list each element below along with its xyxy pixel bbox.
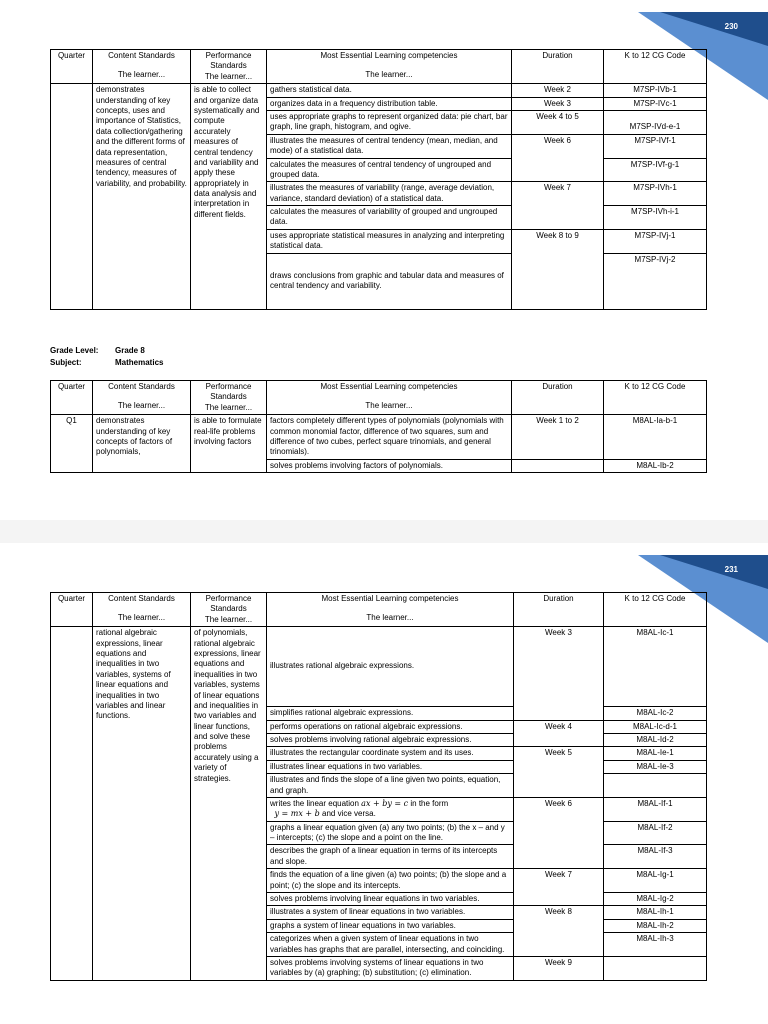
- competency-cell: illustrates rational algebraic expressions.: [267, 627, 514, 707]
- competency-cell: performs operations on rational algebraic expressions.: [267, 720, 514, 733]
- quarter-cell: [51, 84, 93, 309]
- page-gap: [0, 520, 768, 543]
- header-duration: Duration: [512, 381, 604, 415]
- competency-cell: calculates the measures of central tendency of ungrouped and grouped data.: [267, 158, 512, 182]
- code-cell: M7SP-IVh-i-1: [604, 206, 707, 230]
- performance-standard-cell: is able to collect and organize data systematically and compute accurately measures of central tendency and variability and apply these appropriately in data analysis and interpretation in different fields.: [191, 84, 267, 309]
- code-cell: M8AL-If-3: [604, 845, 707, 869]
- header-code: K to 12 CG Code: [604, 50, 707, 84]
- algebra-competency-table: [50, 592, 707, 981]
- code-cell: M8AL-If-2: [604, 821, 707, 845]
- code-cell: M7SP-IVh-1: [604, 182, 707, 206]
- duration-cell: Week 6: [512, 134, 604, 182]
- competency-cell: organizes data in a frequency distribution table.: [267, 97, 512, 110]
- competency-cell: solves problems involving rational algebraic expressions.: [267, 733, 514, 746]
- subject-label: Subject:: [50, 358, 82, 367]
- code-cell: M7SP-IVd-e-1: [604, 110, 707, 134]
- table-header-row: [51, 50, 707, 84]
- page-number: 230: [724, 22, 738, 31]
- table-header-row: [51, 381, 707, 415]
- grade-level-line: [50, 346, 145, 355]
- grade-level-label: Grade Level:: [50, 346, 99, 355]
- competency-cell: describes the graph of a linear equation in terms of its intercepts and slope.: [267, 845, 514, 869]
- competency-cell: graphs a linear equation given (a) any two points; (b) the x – and y – intercepts; (c) the slope and a point on the line.: [267, 821, 514, 845]
- duration-cell: [512, 459, 604, 472]
- code-cell: M8AL-Ig-2: [604, 893, 707, 906]
- header-quarter: Quarter: [51, 50, 93, 84]
- quarter-cell: [51, 627, 93, 981]
- competency-cell: factors completely different types of polynomials (polynomials with common monomial factor, difference of two squares, sum and difference of two cubes, perfect square trinomials, and general trinomials).: [267, 415, 512, 460]
- header-content-standards: Content Standards The learner...: [93, 50, 191, 84]
- content-standard-cell: demonstrates understanding of key concepts, uses and importance of Statistics, data collection/gathering and the different forms of data representation, measures of central tendency, measures of variability, and probability.: [93, 84, 191, 309]
- competency-cell: finds the equation of a line given (a) two points; (b) the slope and a point; (c) the slope and its intercepts.: [267, 869, 514, 893]
- performance-standard-cell: is able to formulate real-life problems involving factors: [191, 415, 267, 473]
- competency-cell: solves problems involving factors of polynomials.: [267, 459, 512, 472]
- quarter-cell: Q1: [51, 415, 93, 473]
- code-cell: M8AL-Ih-1: [604, 906, 707, 919]
- competency-cell: categorizes when a given system of linear equations in two variables has graphs that are parallel, intersecting, and coinciding.: [267, 933, 514, 957]
- header-melc: Most Essential Learning competencies The learner...: [267, 381, 512, 415]
- competency-cell: solves problems involving linear equations in two variables.: [267, 893, 514, 906]
- equation-slope-intercept-form: y = mx + b: [274, 809, 320, 819]
- code-cell: M8AL-Ia-b-1: [604, 415, 707, 460]
- code-cell: M8AL-Ih-3: [604, 933, 707, 957]
- performance-standard-cell: of polynomials, rational algebraic expressions, linear equations and inequalities in two variables, systems of linear equations and inequalities in two variables and linear functions, and solve these problems accurately using a variety of strategies.: [191, 627, 267, 981]
- header-melc: Most Essential Learning competencies The learner...: [267, 50, 512, 84]
- code-cell: M8AL-Ie-3: [604, 760, 707, 773]
- competency-cell: illustrates and finds the slope of a line given two points, equation, and graph.: [267, 774, 514, 798]
- duration-cell: Week 8: [514, 906, 604, 957]
- duration-cell: Week 4 to 5: [512, 110, 604, 134]
- table-header-row: [51, 593, 707, 627]
- header-content-standards: Content Standards The learner...: [93, 381, 191, 415]
- duration-cell: Week 3: [512, 97, 604, 110]
- code-cell: [604, 774, 707, 798]
- subject-line: [50, 358, 163, 367]
- competency-cell: gathers statistical data.: [267, 84, 512, 97]
- code-cell: M7SP-IVj-2: [604, 253, 707, 309]
- subject-value: Mathematics: [115, 358, 164, 367]
- competency-cell: uses appropriate statistical measures in analyzing and interpreting statistical data.: [267, 229, 512, 253]
- equation-standard-form: ax + by = c: [361, 798, 409, 808]
- duration-cell: Week 6: [514, 797, 604, 868]
- page-number: 231: [724, 565, 738, 574]
- content-standard-cell: rational algebraic expressions, linear equations and inequalities in two variables, systems of linear equations and inequalities in two variables and linear functions.: [93, 627, 191, 981]
- header-quarter: Quarter: [51, 593, 93, 627]
- code-cell: M8AL-Id-2: [604, 733, 707, 746]
- code-cell: M8AL-Ic-d-1: [604, 720, 707, 733]
- table-row: [51, 84, 707, 97]
- competency-cell: illustrates the measures of variability (range, average deviation, variance, standard deviation) of a statistical data.: [267, 182, 512, 206]
- duration-cell: Week 9: [514, 956, 604, 980]
- code-cell: M7SP-IVj-1: [604, 229, 707, 253]
- grade-level-value: Grade 8: [115, 346, 145, 355]
- code-cell: M8AL-If-1: [604, 797, 707, 821]
- competency-cell: illustrates the measures of central tendency (mean, median, and mode) of a statistical data.: [267, 134, 512, 158]
- duration-cell: Week 1 to 2: [512, 415, 604, 460]
- code-cell: M8AL-Ig-1: [604, 869, 707, 893]
- header-duration: Duration: [514, 593, 604, 627]
- duration-cell: Week 5: [514, 747, 604, 798]
- header-melc: Most Essential Learning competencies The learner...: [267, 593, 514, 627]
- competency-cell: writes the linear equation ax + by = c in the form y = mx + b and vice versa.: [267, 797, 514, 821]
- duration-cell: Week 7: [514, 869, 604, 906]
- header-code: K to 12 CG Code: [604, 593, 707, 627]
- table-row: [51, 415, 707, 460]
- header-performance-standards: Performance Standards The learner...: [191, 50, 267, 84]
- header-duration: Duration: [512, 50, 604, 84]
- duration-cell: Week 4: [514, 720, 604, 747]
- competency-cell: illustrates linear equations in two variables.: [267, 760, 514, 773]
- code-cell: M8AL-Ih-2: [604, 919, 707, 932]
- page-231: [0, 543, 768, 1024]
- header-performance-standards: Performance Standards The learner...: [191, 593, 267, 627]
- competency-cell: graphs a system of linear equations in two variables.: [267, 919, 514, 932]
- competency-cell: illustrates the rectangular coordinate system and its uses.: [267, 747, 514, 760]
- competency-cell: calculates the measures of variability of grouped and ungrouped data.: [267, 206, 512, 230]
- competency-cell: draws conclusions from graphic and tabular data and measures of central tendency and variability.: [267, 253, 512, 309]
- code-cell: M7SP-IVf-g-1: [604, 158, 707, 182]
- competency-cell: solves problems involving systems of linear equations in two variables by (a) graphing; (b) substitution; (c) elimination.: [267, 956, 514, 980]
- stats-competency-table: [50, 49, 707, 310]
- code-cell: M8AL-Ic-2: [604, 707, 707, 720]
- duration-cell: Week 2: [512, 84, 604, 97]
- code-cell: [604, 956, 707, 980]
- header-content-standards: Content Standards The learner...: [93, 593, 191, 627]
- code-cell: M8AL-Ie-1: [604, 747, 707, 760]
- code-cell: M7SP-IVf-1: [604, 134, 707, 158]
- duration-cell: Week 3: [514, 627, 604, 720]
- header-code: K to 12 CG Code: [604, 381, 707, 415]
- competency-cell: illustrates a system of linear equations in two variables.: [267, 906, 514, 919]
- duration-cell: Week 7: [512, 182, 604, 230]
- content-standard-cell: demonstrates understanding of key concepts of factors of polynomials,: [93, 415, 191, 473]
- table-row: [51, 627, 707, 707]
- code-cell: M7SP-IVb-1: [604, 84, 707, 97]
- duration-cell: Week 8 to 9: [512, 229, 604, 309]
- code-cell: M7SP-IVc-1: [604, 97, 707, 110]
- code-cell: M8AL-Ib-2: [604, 459, 707, 472]
- header-quarter: Quarter: [51, 381, 93, 415]
- competency-cell: simplifies rational algebraic expressions.: [267, 707, 514, 720]
- competency-cell: uses appropriate graphs to represent organized data: pie chart, bar graph, line graph, histogram, and ogive.: [267, 110, 512, 134]
- header-performance-standards: Performance Standards The learner...: [191, 381, 267, 415]
- code-cell: M8AL-Ic-1: [604, 627, 707, 707]
- polynomials-competency-table: [50, 380, 707, 473]
